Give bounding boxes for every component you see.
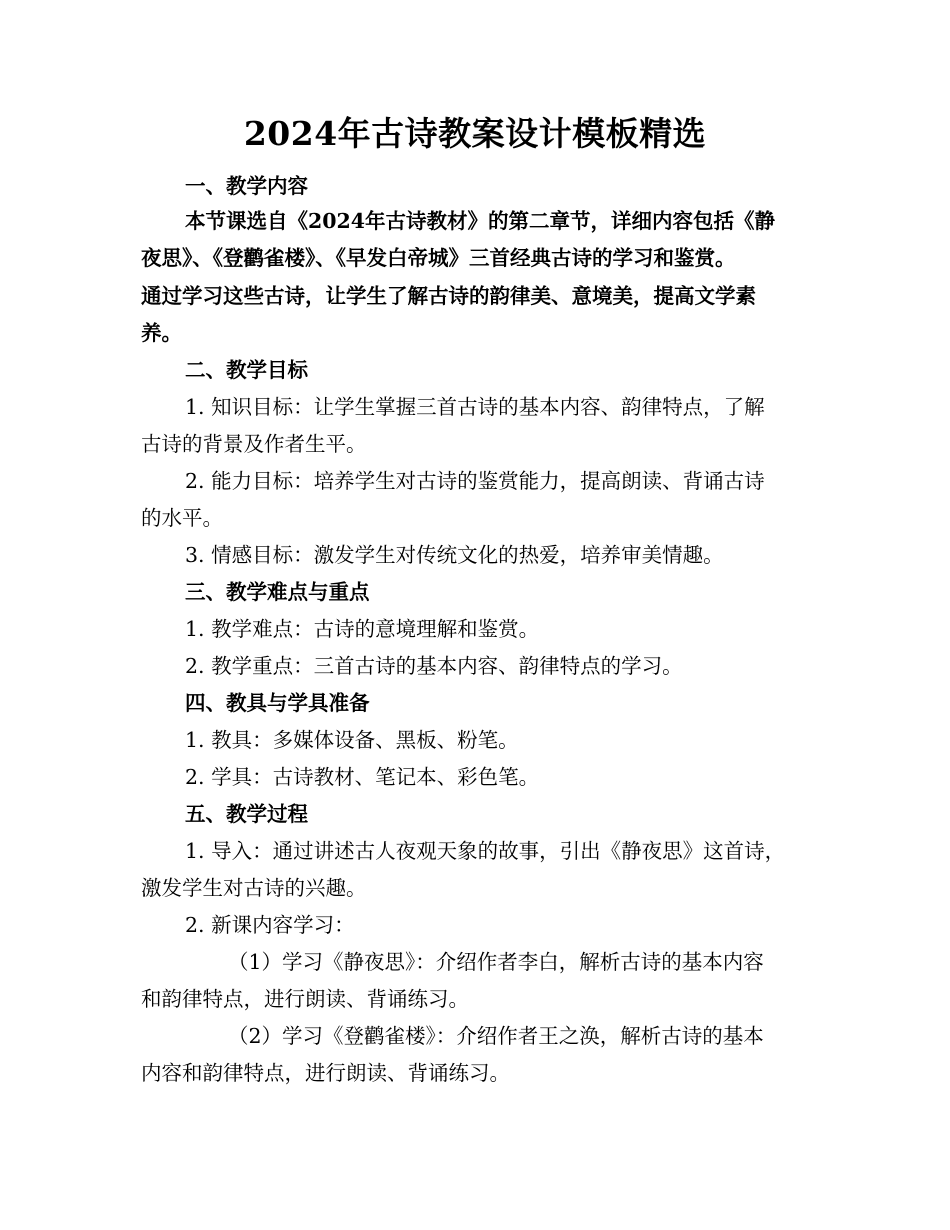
paragraph-line: 2. 教学重点：三首古诗的基本内容、韵律特点的学习。 — [185, 654, 683, 678]
section-heading-content: 一、教学内容 — [185, 174, 308, 198]
document-title: 2024年古诗教案设计模板精选 — [243, 114, 707, 153]
paragraph-line: 3. 情感目标：激发学生对传统文化的热爱，培养审美情趣。 — [185, 543, 724, 567]
paragraph-line: 通过学习这些古诗，让学生了解古诗的韵律美、意境美，提高文学素 — [141, 284, 756, 308]
paragraph-line: 1. 教学难点：古诗的意境理解和鉴赏。 — [185, 617, 540, 641]
paragraph-line: （1）学习《静夜思》：介绍作者李白，解析古诗的基本内容 — [228, 950, 764, 974]
paragraph-line: 2. 新课内容学习： — [185, 913, 355, 937]
paragraph-line: 养。 — [141, 321, 182, 345]
paragraph-line: 激发学生对古诗的兴趣。 — [141, 876, 367, 900]
section-heading-objectives: 二、教学目标 — [185, 358, 308, 382]
paragraph-line: 古诗的背景及作者生平。 — [141, 432, 367, 456]
section-heading-process: 五、教学过程 — [185, 802, 308, 826]
paragraph-line: 的水平。 — [141, 506, 223, 530]
section-heading-tools: 四、教具与学具准备 — [185, 691, 370, 715]
paragraph-line: 1. 知识目标：让学生掌握三首古诗的基本内容、韵律特点，了解 — [185, 395, 765, 419]
paragraph-line: 2. 能力目标：培养学生对古诗的鉴赏能力，提高朗读、背诵古诗 — [185, 469, 765, 493]
paragraph-line: 内容和韵律特点，进行朗读、背诵练习。 — [141, 1061, 510, 1085]
paragraph-line: 本节课选自《2024年古诗教材》的第二章节，详细内容包括《静 — [185, 209, 776, 233]
paragraph-line: 夜思》、《登鹳雀楼》、《早发白帝城》三首经典古诗的学习和鉴赏。 — [141, 246, 736, 270]
paragraph-line: 1. 导入：通过讲述古人夜观天象的故事，引出《静夜思》这首诗， — [185, 839, 786, 863]
paragraph-line: 和韵律特点，进行朗读、背诵练习。 — [141, 987, 469, 1011]
section-heading-difficulties: 三、教学难点与重点 — [185, 580, 370, 604]
paragraph-line: 1. 教具：多媒体设备、黑板、粉笔。 — [185, 728, 519, 752]
paragraph-line: 2. 学具：古诗教材、笔记本、彩色笔。 — [185, 765, 540, 789]
paragraph-line: （2）学习《登鹳雀楼》：介绍作者王之涣，解析古诗的基本 — [228, 1024, 764, 1048]
